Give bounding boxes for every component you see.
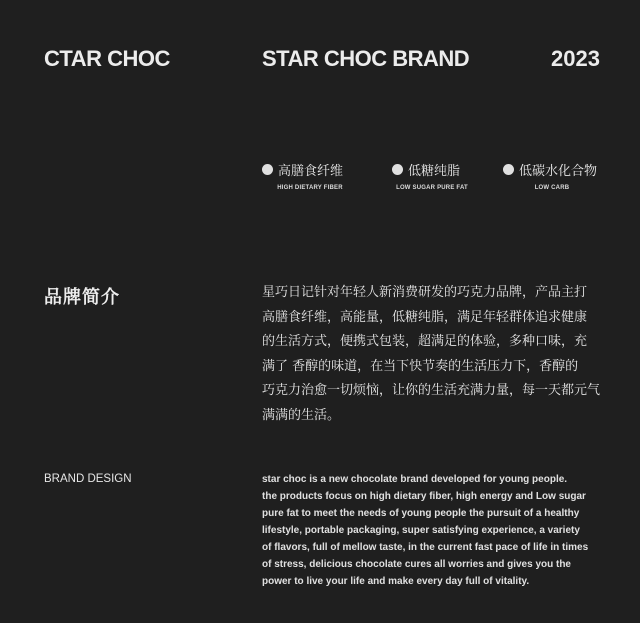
intro-line: 巧克力治愈一切烦恼，让你的生活充满力量，每一天都元气 (262, 383, 601, 398)
brand-title: STAR CHOC BRAND (262, 46, 470, 71)
feature-low-carb (503, 160, 601, 191)
feature-low-sugar (392, 160, 472, 191)
feature-label-en: LOW CARB (534, 185, 570, 191)
brand-intro-title: 品牌简介 (44, 287, 120, 308)
design-line: of stress, delicious chocolate cures all worries and gives you the (262, 559, 571, 570)
bullet-dot-icon (503, 164, 514, 175)
brand-intro-text (262, 281, 602, 428)
bullet-dot-icon (262, 164, 273, 175)
feature-label-cn: 低糖纯脂 (408, 164, 461, 179)
intro-line: 的生活方式，便携式包装，超满足的体验，多种口味，充 (262, 334, 588, 349)
bullet-dot-icon (392, 164, 403, 175)
year-label: 2023 (551, 46, 600, 71)
design-line: pure fat to meet the needs of young people the pursuit of a healthy (262, 508, 580, 519)
intro-line: 高膳食纤维，高能量，低糖纯脂，满足年轻群体追求健康 (262, 309, 588, 325)
design-line: power to live your life and make every day full of vitality. (262, 576, 530, 587)
feature-label-cn: 低碳水化合物 (519, 164, 598, 179)
design-line: of flavors, full of mellow taste, in the current fast pace of life in times (262, 542, 589, 553)
brand-design-text (262, 471, 602, 590)
design-line: lifestyle, portable packaging, super satisfying experience, a variety (262, 525, 580, 536)
intro-line: 满了 香醇的味道，在当下快节奏的生活压力下，香醇的 (262, 358, 579, 374)
design-line: star choc is a new chocolate brand developed for young people. (262, 474, 568, 485)
feature-label-en: HIGH DIETARY FIBER (277, 185, 343, 191)
design-line: the products focus on high dietary fiber, high energy and Low sugar (262, 491, 586, 502)
feature-high-fiber (262, 160, 358, 191)
feature-label-en: LOW SUGAR PURE FAT (396, 185, 468, 191)
intro-line: 满满的生活。 (262, 407, 341, 423)
brand-design-title: BRAND DESIGN (44, 473, 132, 485)
brand-name-left: CTAR CHOC (44, 46, 170, 71)
feature-label-cn: 高膳食纤维 (278, 164, 344, 179)
intro-line: 星巧日记针对年轻人新消费研发的巧克力品牌，产品主打 (262, 285, 588, 300)
